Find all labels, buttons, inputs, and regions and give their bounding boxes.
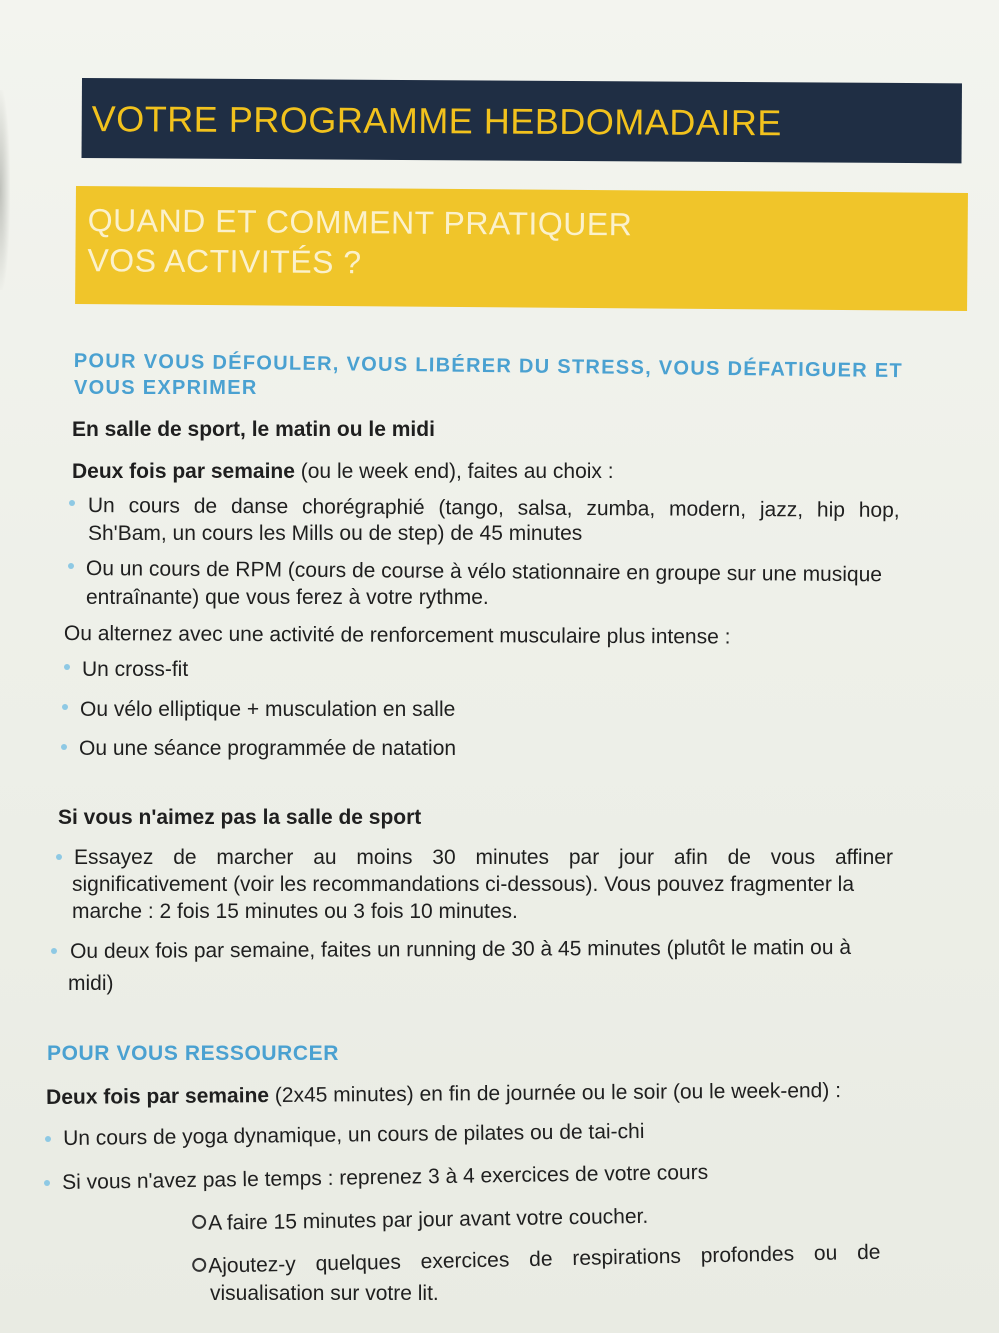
bullet-dot	[51, 948, 57, 954]
subtitle-banner	[75, 186, 968, 311]
no-time-item: Si vous n'avez pas le temps : reprenez 3 à 4 exercices de votre cours	[62, 1160, 709, 1194]
run-line1: Ou deux fois par semaine, faites un running de 30 à 45 minutes (plutôt le matin ou à	[70, 935, 852, 963]
bullet-dot	[61, 744, 67, 750]
sub-item-2-line2: visualisation sur votre lit.	[210, 1282, 439, 1305]
ressourcer-frequency-rest: (2x45 minutes) en fin de journée ou le soir (ou le week-end) :	[268, 1079, 842, 1108]
bullet-dot	[64, 664, 70, 670]
rpm-line1: Ou un cours de RPM (cours de course à vélo stationnaire en groupe sur une musique	[85, 557, 883, 587]
section2-heading: POUR VOUS RESSOURCER	[47, 1042, 340, 1065]
yoga-item: Un cours de yoga dynamique, un cours de pilates ou de tai-chi	[63, 1119, 645, 1150]
alt-item-crossfit: Un cross-fit	[82, 658, 189, 681]
circle-bullet-icon	[192, 1215, 206, 1229]
bullet-dot	[56, 854, 62, 860]
walk-line3: marche : 2 fois 15 minutes ou 3 fois 10 minutes.	[72, 900, 518, 923]
bullet-dot	[69, 500, 75, 506]
dance-line1: Un cours de danse chorégraphié (tango, salsa, zumba, modern, jazz, hip hop,	[87, 494, 900, 522]
subtitle-line-1: QUAND ET COMMENT PRATIQUER	[87, 202, 633, 243]
circle-bullet-icon	[192, 1258, 206, 1272]
bullet-dot	[62, 704, 68, 710]
bullet-dot	[44, 1180, 50, 1186]
sub-item-2-text: Ajoutez-y quelques exercices de respirations profondes ou de	[207, 1240, 881, 1278]
section1-heading-line2: VOUS EXPRIMER	[74, 377, 258, 399]
dance-line2: Sh'Bam, un cours les Mills ou de step) de 45 minutes	[88, 522, 583, 545]
subtitle-line-2: VOS ACTIVITÉS ?	[87, 242, 362, 281]
frequency-bold: Deux fois par semaine	[72, 460, 295, 483]
gym-context: En salle de sport, le matin ou le midi	[72, 418, 435, 441]
ressourcer-frequency-bold: Deux fois par semaine	[46, 1084, 270, 1109]
page-edge-shadow	[0, 90, 10, 290]
bullet-dot	[68, 563, 74, 569]
sub-item-1-text: A faire 15 minutes par jour avant votre coucher.	[207, 1204, 649, 1235]
title-banner	[82, 78, 962, 163]
walk-line2: significativement (voir les recommandations ci-dessous). Vous pouvez fragmenter la	[72, 873, 855, 896]
no-gym-heading: Si vous n'aimez pas la salle de sport	[58, 806, 422, 829]
rpm-line2: entraînante) que vous ferez à votre rythme.	[86, 586, 489, 609]
page-title: VOTRE PROGRAMME HEBDOMADAIRE	[91, 98, 782, 144]
frequency-line	[72, 460, 614, 484]
walk-line1: Essayez de marcher au moins 30 minutes par jour afin de vous affiner	[74, 846, 893, 869]
alternate-intro: Ou alternez avec une activité de renforcement musculaire plus intense :	[63, 622, 731, 649]
frequency-rest: (ou le week end), faites au choix :	[294, 460, 614, 483]
alt-item-natation: Ou une séance programmée de natation	[79, 737, 457, 760]
section1-heading-line1: POUR VOUS DÉFOULER, VOUS LIBÉRER DU STRESS, VOUS DÉFATIGUER ET	[73, 350, 904, 383]
run-line2: midi)	[68, 972, 114, 995]
bullet-dot	[45, 1136, 51, 1142]
alt-item-elliptique: Ou vélo elliptique + musculation en salle	[80, 698, 456, 721]
